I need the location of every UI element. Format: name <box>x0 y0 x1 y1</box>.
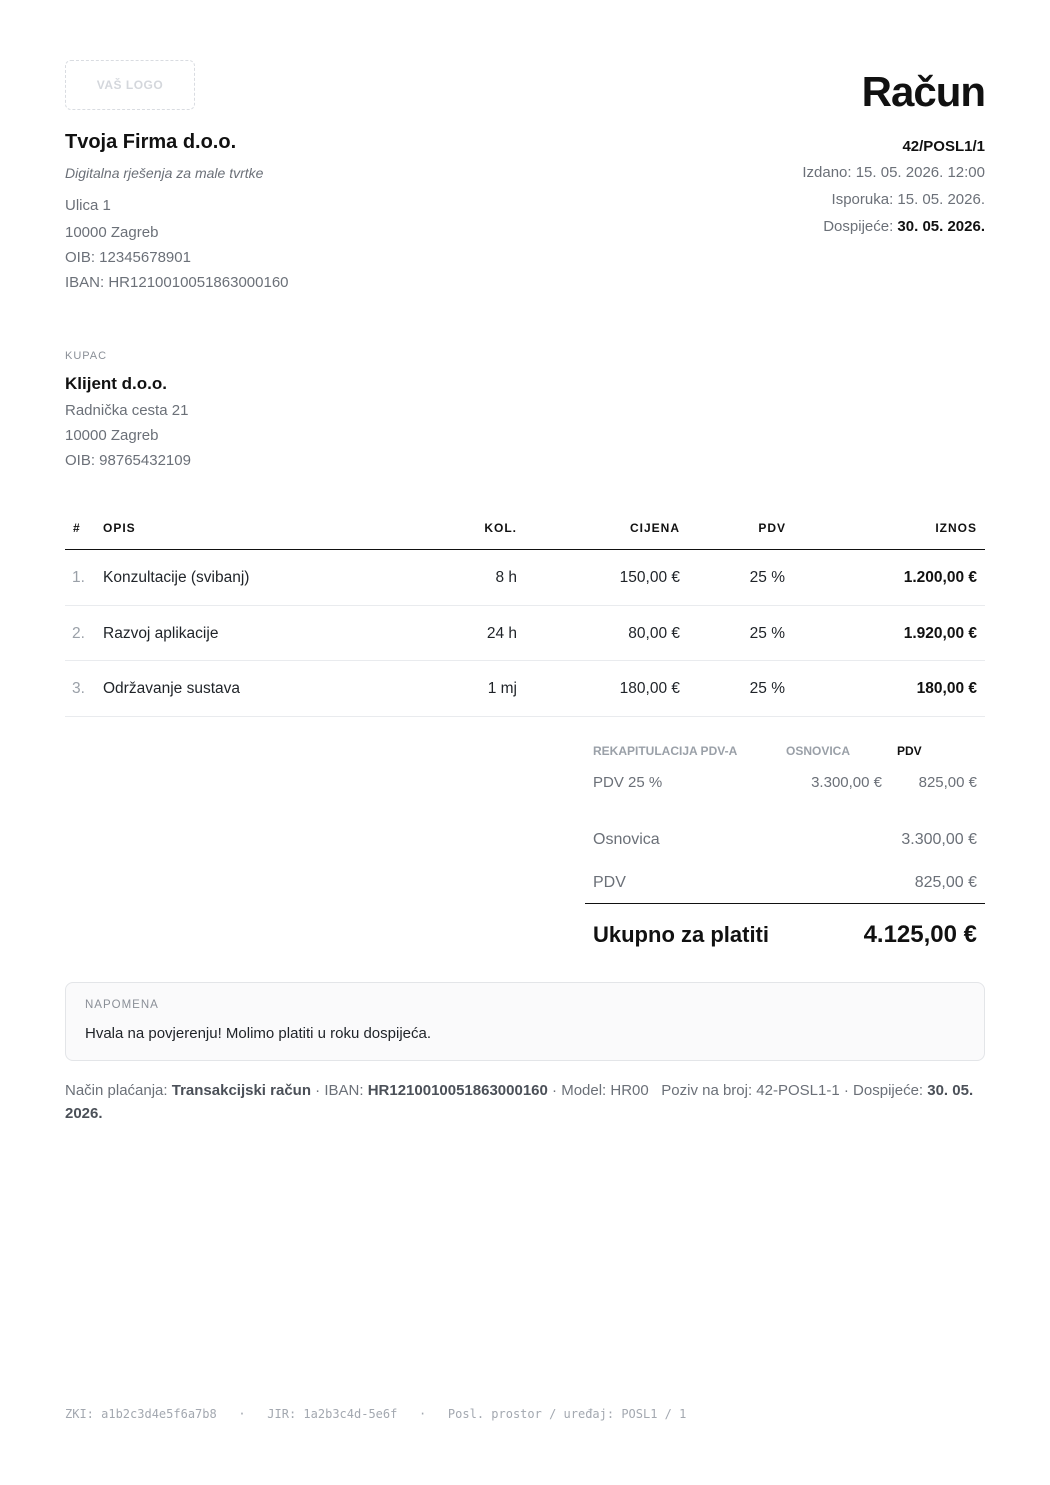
vat-total-value: 825,00 € <box>914 874 977 891</box>
due-date-value: 30. 05. 2026. <box>897 218 985 235</box>
buyer-oib: OIB: 98765432109 <box>65 452 191 469</box>
items-table <box>65 506 985 717</box>
seller-tagline: Digitalna rješenja za male tvrtke <box>65 165 264 181</box>
delivery-date: Isporuka: 15. 05. 2026. <box>831 191 985 208</box>
row-quantity: 8 h <box>495 569 517 586</box>
subtotal-value: 3.300,00 € <box>901 831 977 848</box>
items-table-header <box>65 506 985 550</box>
grand-total-value: 4.125,00 € <box>863 921 977 948</box>
footer-separator: · <box>397 1407 448 1421</box>
row-amount: 1.920,00 € <box>903 624 977 642</box>
logo-placeholder <box>65 60 195 110</box>
col-qty-header: KOL. <box>484 521 517 535</box>
payment-due-value: 30. 05. 2026. <box>65 1082 974 1122</box>
row-amount: 180,00 € <box>916 680 977 697</box>
footer-separator: · <box>216 1407 268 1421</box>
note-box <box>65 982 985 1061</box>
seller-name: Tvoja Firma d.o.o. <box>65 131 237 153</box>
col-amount-header: IZNOS <box>935 521 977 535</box>
table-row <box>65 550 985 606</box>
buyer-street: Radnička cesta 21 <box>65 402 189 419</box>
row-price: 80,00 € <box>628 624 680 642</box>
seller-city: 10000 Zagreb <box>65 224 159 241</box>
row-price: 150,00 € <box>619 569 680 586</box>
document-number: 42/POSL1/1 <box>902 138 985 155</box>
payment-reference: Poziv na broj: 42-POSL1-1 <box>661 1082 840 1099</box>
vat-recap-vat-header: PDV <box>897 744 922 758</box>
payment-iban-value: HR1210010051863000160 <box>367 1082 548 1099</box>
vat-recap-rate: PDV 25 % <box>593 774 663 791</box>
logo-label: VAŠ LOGO <box>96 78 164 92</box>
document-title: Račun <box>861 68 985 115</box>
row-number: 2. <box>72 624 85 642</box>
due-date-label: Dospijeće: <box>823 218 898 235</box>
jir-code: JIR: 1a2b3c4d-5e6f <box>267 1407 398 1421</box>
row-description: Razvoj aplikacije <box>103 624 219 642</box>
payment-due-label: Dospijeće: <box>853 1082 928 1099</box>
note-text: Hvala na povjerenju! Molimo platiti u roku dospijeća. <box>85 1025 432 1042</box>
due-date <box>823 218 985 235</box>
payment-iban-label: IBAN: <box>324 1082 368 1099</box>
vat-recap-base: 3.300,00 € <box>811 774 882 791</box>
vat-recap-base-header: OSNOVICA <box>786 744 851 758</box>
vat-recap-header: REKAPITULACIJA PDV-A <box>593 744 738 758</box>
col-desc-header: OPIS <box>103 521 136 535</box>
payment-separator: · <box>839 1082 854 1099</box>
seller-street: Ulica 1 <box>65 197 111 214</box>
row-vat: 25 % <box>749 624 785 642</box>
total-divider <box>585 903 985 904</box>
note-label: NAPOMENA <box>85 999 159 1011</box>
row-description: Konzultacije (svibanj) <box>103 569 250 586</box>
row-amount: 1.200,00 € <box>903 569 977 586</box>
zki-code: ZKI: a1b2c3d4e5f6a7b8 <box>65 1407 217 1421</box>
col-price-header: CIJENA <box>629 521 680 535</box>
vat-total-label: PDV <box>593 874 626 891</box>
grand-total-label: Ukupno za platiti <box>593 922 769 947</box>
row-vat: 25 % <box>749 680 785 697</box>
payment-method-label: Način plaćanja: <box>65 1082 172 1099</box>
seller-iban: IBAN: HR1210010051863000160 <box>65 274 289 291</box>
row-vat: 25 % <box>749 569 785 586</box>
issue-date: Izdano: 15. 05. 2026. 12:00 <box>802 164 985 181</box>
buyer-name: Klijent d.o.o. <box>65 374 167 393</box>
col-num-header: # <box>73 521 81 535</box>
row-number: 1. <box>72 569 85 586</box>
payment-info <box>65 1079 990 1125</box>
payment-separator: · <box>310 1082 325 1099</box>
row-description: Održavanje sustava <box>103 680 240 697</box>
row-quantity: 24 h <box>486 624 517 642</box>
fiscal-footer <box>65 1407 686 1421</box>
row-number: 3. <box>72 680 85 697</box>
vat-recap-vat: 825,00 € <box>918 774 977 791</box>
buyer-city: 10000 Zagreb <box>65 427 159 444</box>
subtotal-label: Osnovica <box>593 831 660 848</box>
seller-oib: OIB: 12345678901 <box>65 249 191 266</box>
buyer-section-label: KUPAC <box>65 350 108 362</box>
payment-separator: · <box>547 1082 562 1099</box>
payment-model: Model: HR00 <box>561 1082 649 1099</box>
row-price: 180,00 € <box>619 680 680 697</box>
device-info: Posl. prostor / uređaj: POSL1 / 1 <box>447 1407 687 1421</box>
payment-method-value: Transakcijski račun <box>171 1082 311 1099</box>
row-quantity: 1 mj <box>487 680 517 697</box>
col-vat-header: PDV <box>758 521 786 535</box>
table-row <box>65 661 985 717</box>
table-row <box>65 606 985 662</box>
